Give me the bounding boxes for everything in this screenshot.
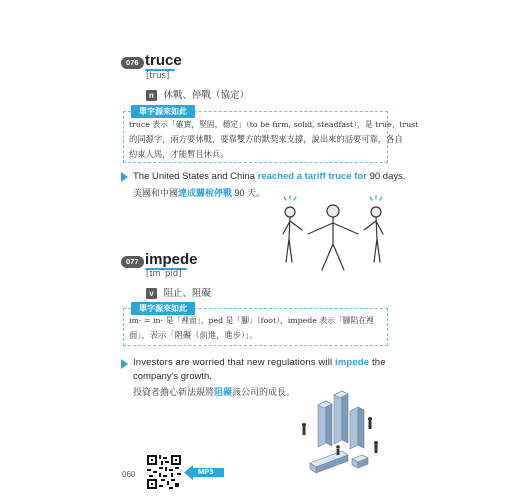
example-marker-icon [121,172,128,182]
part-of-speech: v [146,288,157,299]
etymology-line: 約束人馬，才能暫且休兵。 [129,149,229,159]
etymology-line: im- = in- 是「裡面」，ped 是「腳」（foot），impede 表示「腳陷在裡 [129,316,374,325]
etymology-box [123,107,419,163]
headword: truce [145,52,182,69]
etymology-label: 單字源來如此 [131,105,195,118]
phonetic: [ɪmˋpid] [146,269,182,279]
etymology-line: truce 表示「確實，堅固，穩定」（to be firm, solid, steadfast），是 true、trust [129,120,419,129]
etymology-line: 的同源字，兩方要休戰，要靠雙方的默契來支撐，說出來的話要可靠，各自 [129,134,403,144]
definition [146,85,249,103]
etymology-text [129,313,385,343]
mp3-label[interactable]: MP3 [198,467,214,476]
etymology-label: 單字源來如此 [131,302,195,315]
impede-illustration [290,385,390,480]
phonetic: [trus] [146,71,170,81]
meaning: 阻止、阻礙 [163,288,211,299]
meaning: 休戰、停戰（協定） [163,90,249,101]
page-number: 060 [122,470,136,479]
definition [146,283,211,301]
example-sentence-zh: 投資者擔心新法規將阻礙該公司的成長。 [133,387,296,397]
entry-number-badge: 077 [121,256,144,268]
example-sentence-en: Investors are worried that new regulations will impede the company's growth. [133,357,386,382]
entry-number-badge: 076 [121,57,144,69]
etymology-box [123,304,388,346]
example-sentence-zh: 美國和中國達成關稅停戰 90 天。 [133,188,266,198]
example-sentence-en: The United States and China reached a tariff truce for 90 days. [133,171,406,182]
truce-illustration [278,194,390,276]
part-of-speech: n [146,90,157,101]
etymology-text [129,117,419,162]
headword: impede [145,251,198,268]
qr-code-icon[interactable] [147,455,181,489]
example-marker-icon [121,359,128,369]
etymology-line: 面」，表示「阻礙（前進，進步）」。 [129,330,258,340]
